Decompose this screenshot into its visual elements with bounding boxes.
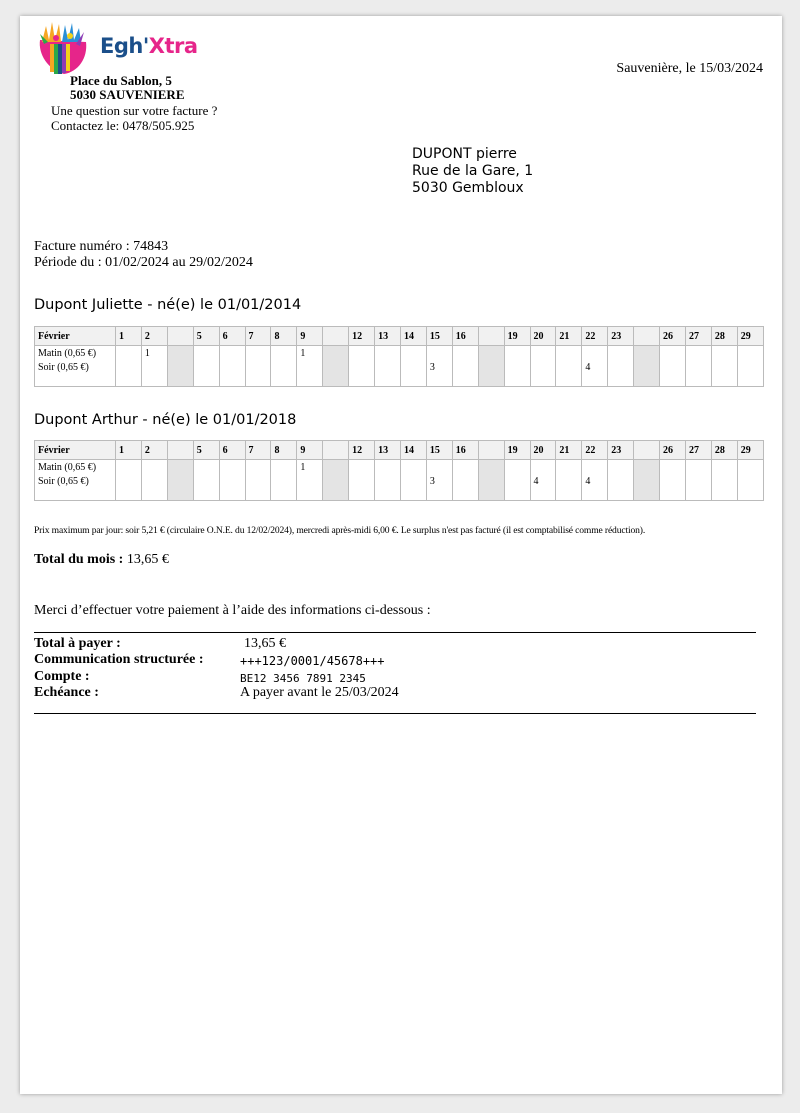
evening-count [715,476,734,488]
recipient-city: 5030 Gembloux [412,180,524,196]
morning-count [741,460,760,476]
evening-count [456,362,475,374]
morning-count [171,346,190,362]
day-header-cell: 15 [426,327,452,346]
day-cell [685,460,711,501]
day-header-cell: 13 [375,441,401,460]
child-title: Dupont Juliette - né(e) le 01/01/2014 [34,297,302,313]
day-cell [426,460,452,501]
morning-count [223,346,242,362]
morning-count [689,346,708,362]
day-header-cell: 22 [582,327,608,346]
day-cell [504,346,530,387]
day-cell [426,346,452,387]
row-labels-cell [35,460,116,501]
payment-label: Compte : [34,669,90,684]
recipient-name: DUPONT pierre [412,146,517,162]
evening-label: Soir (0,65 €) [38,476,89,487]
evening-count [171,362,190,374]
table-row [35,346,764,387]
morning-count [145,460,164,476]
day-header-cell: 27 [685,441,711,460]
morning-count [585,346,604,362]
morning-count [482,460,501,476]
day-header-cell: 28 [711,441,737,460]
morning-count [585,460,604,476]
day-cell [297,460,323,501]
day-header-cell: 12 [349,441,375,460]
morning-count [352,346,371,362]
morning-count [119,346,138,362]
morning-count [326,460,345,476]
table-header-row [35,441,764,460]
morning-count [404,346,423,362]
payment-label: Echéance : [34,685,99,700]
day-cell [297,346,323,387]
morning-count [559,460,578,476]
month-total-value: 13,65 € [126,552,169,567]
morning-count [559,346,578,362]
day-cell [530,346,556,387]
evening-count [508,476,527,488]
day-cell [375,460,401,501]
day-cell [349,346,375,387]
sender-city: 5030 SAUVENIERE [70,87,185,102]
day-header-cell: 13 [375,327,401,346]
table-header-row [35,327,764,346]
morning-count [249,460,268,476]
morning-count [663,460,682,476]
weekend-header-cell [167,327,193,346]
payment-value: +++123/0001/45678+++ [240,654,385,668]
day-header-cell: 21 [556,441,582,460]
attendance-table [34,326,764,387]
brand-wordmark [100,34,198,58]
sender-question: Une question sur votre facture ? [51,103,218,118]
morning-count [689,460,708,476]
morning-count [274,346,293,362]
recipient-street: Rue de la Gare, 1 [412,163,534,179]
evening-count [611,362,630,374]
evening-count [378,476,397,488]
morning-count [197,346,216,362]
day-cell [504,460,530,501]
day-cell [349,460,375,501]
weekend-header-cell [323,327,349,346]
brand-name-part2: Xtra [148,34,198,58]
divider-top [34,632,756,633]
evening-count: 4 [585,476,591,487]
table-row [35,460,764,501]
morning-count [456,460,475,476]
day-header-cell: 2 [141,327,167,346]
day-cell [582,346,608,387]
weekend-cell [323,346,349,387]
row-labels-cell [35,346,116,387]
day-cell [582,460,608,501]
morning-count [352,460,371,476]
day-cell [271,460,297,501]
morning-count [611,346,630,362]
day-header-cell: 19 [504,327,530,346]
evening-count [249,362,268,374]
day-cell [608,460,634,501]
evening-count [119,476,138,488]
day-cell [556,460,582,501]
weekend-cell [634,460,660,501]
payment-value: 13,65 € [244,636,286,651]
weekend-header-cell [478,327,504,346]
day-cell [141,346,167,387]
evening-count [300,476,319,488]
morning-label: Matin (0,65 €) [38,462,97,473]
price-note: Prix maximum par jour: soir 5,21 € (circulaire O.N.E. du 12/02/2024), mercredi après-midi 6,00 €. Le surplus n'est pas facturé (il est comptabilisé comme réduction). [34,525,646,536]
day-cell [711,346,737,387]
day-cell [219,460,245,501]
day-cell [400,346,426,387]
evening-count [274,476,293,488]
evening-count [249,476,268,488]
month-header: Février [35,327,116,346]
morning-count [482,346,501,362]
evening-count [223,362,242,374]
evening-count [741,362,760,374]
brand-name-part1: Egh' [100,34,149,58]
evening-count [145,362,164,374]
day-header-cell: 9 [297,441,323,460]
day-cell [400,460,426,501]
evening-count [559,476,578,488]
day-header-cell: 29 [737,327,763,346]
invoice-page [20,16,782,1094]
payment-row [34,669,634,685]
morning-label: Matin (0,65 €) [38,348,97,359]
day-cell [193,346,219,387]
evening-count: 4 [533,476,539,487]
evening-count [197,362,216,374]
morning-count [715,346,734,362]
evening-count [741,476,760,488]
morning-count [534,460,553,476]
morning-count [611,460,630,476]
month-total [34,552,169,568]
day-header-cell: 8 [271,327,297,346]
day-header-cell: 6 [219,327,245,346]
evening-count [689,476,708,488]
invoice-period: Période du : 01/02/2024 au 29/02/2024 [34,255,253,270]
morning-count [534,346,553,362]
weekend-cell [323,460,349,501]
payment-row [34,636,634,652]
evening-count [274,362,293,374]
day-header-cell: 5 [193,441,219,460]
evening-count [326,362,345,374]
morning-count [171,460,190,476]
invoice-number: Facture numéro : 74843 [34,239,169,254]
day-cell [711,460,737,501]
day-cell [141,460,167,501]
day-cell [685,346,711,387]
day-header-cell: 14 [400,441,426,460]
sender-block [70,74,185,102]
evening-count: 3 [429,476,435,487]
evening-count [508,362,527,374]
weekend-header-cell [167,441,193,460]
day-cell [737,346,763,387]
evening-count [404,362,423,374]
day-header-cell: 9 [297,327,323,346]
morning-count: 1 [144,348,150,359]
morning-count [274,460,293,476]
morning-count [430,460,449,476]
day-cell [245,460,271,501]
evening-count [352,362,371,374]
morning-count [378,346,397,362]
sender-contact: Contactez le: 0478/505.925 [51,118,195,133]
day-header-cell: 14 [400,327,426,346]
evening-count: 3 [429,362,435,373]
day-header-cell: 22 [582,441,608,460]
weekend-header-cell [634,327,660,346]
child-title: Dupont Arthur - né(e) le 01/01/2018 [34,412,297,428]
day-cell [375,346,401,387]
evening-count [663,362,682,374]
payment-value: BE12 3456 7891 2345 [240,672,366,685]
morning-count [404,460,423,476]
day-header-cell: 26 [660,441,686,460]
morning-count [637,346,656,362]
morning-count [223,460,242,476]
evening-count [197,476,216,488]
morning-count [119,460,138,476]
evening-count [482,476,501,488]
payment-value: A payer avant le 25/03/2024 [240,685,399,700]
day-header-cell: 29 [737,441,763,460]
day-header-cell: 21 [556,327,582,346]
evening-count [404,476,423,488]
weekend-header-cell [478,441,504,460]
day-cell [116,346,142,387]
day-cell [608,346,634,387]
morning-count [456,346,475,362]
weekend-cell [167,460,193,501]
evening-count [637,476,656,488]
day-header-cell: 1 [116,327,142,346]
morning-count [637,460,656,476]
day-header-cell: 8 [271,441,297,460]
evening-label: Soir (0,65 €) [38,362,89,373]
day-header-cell: 20 [530,327,556,346]
evening-count [663,476,682,488]
day-header-cell: 6 [219,441,245,460]
evening-count [689,362,708,374]
day-cell [530,460,556,501]
evening-count [352,476,371,488]
morning-count [249,346,268,362]
morning-count [197,460,216,476]
month-total-label: Total du mois : [34,552,124,567]
day-header-cell: 7 [245,441,271,460]
day-cell [193,460,219,501]
day-cell [245,346,271,387]
morning-count [326,346,345,362]
day-header-cell: 7 [245,327,271,346]
evening-count [171,476,190,488]
weekend-cell [478,346,504,387]
payment-instructions: Merci d’effectuer votre paiement à l’aide des informations ci-dessous : [34,603,431,618]
day-header-cell: 26 [660,327,686,346]
day-cell [660,460,686,501]
morning-count [508,346,527,362]
day-header-cell: 28 [711,327,737,346]
evening-count [637,362,656,374]
morning-count [508,460,527,476]
weekend-cell [167,346,193,387]
day-header-cell: 15 [426,441,452,460]
sender-street: Place du Sablon, 5 [70,73,172,88]
hands-logo-icon [34,20,90,76]
recipient-address [412,146,533,197]
morning-count [378,460,397,476]
morning-count [430,346,449,362]
evening-count [715,362,734,374]
day-cell [660,346,686,387]
evening-count [145,476,164,488]
evening-count [326,476,345,488]
invoice-info [34,239,253,271]
evening-count [559,362,578,374]
day-cell [737,460,763,501]
day-header-cell: 2 [141,441,167,460]
weekend-cell [478,460,504,501]
day-header-cell: 19 [504,441,530,460]
evening-count: 4 [585,362,591,373]
morning-count: 1 [300,348,306,359]
day-header-cell: 5 [193,327,219,346]
day-cell [219,346,245,387]
morning-count [741,346,760,362]
evening-count [378,362,397,374]
divider-bottom [34,713,756,714]
day-cell [452,346,478,387]
day-header-cell: 23 [608,441,634,460]
evening-count [300,362,319,374]
payment-label: Communication structurée : [34,652,204,667]
evening-count [482,362,501,374]
day-header-cell: 27 [685,327,711,346]
morning-count [715,460,734,476]
month-header: Février [35,441,116,460]
payment-row [34,685,634,701]
day-header-cell: 20 [530,441,556,460]
day-header-cell: 12 [349,327,375,346]
day-header-cell: 1 [116,441,142,460]
attendance-table [34,440,764,501]
weekend-header-cell [323,441,349,460]
day-header-cell: 16 [452,441,478,460]
weekend-header-cell [634,441,660,460]
morning-count: 1 [300,462,306,473]
evening-count [456,476,475,488]
day-header-cell: 23 [608,327,634,346]
day-cell [452,460,478,501]
evening-count [534,362,553,374]
day-header-cell: 16 [452,327,478,346]
day-cell [116,460,142,501]
weekend-cell [634,346,660,387]
evening-count [611,476,630,488]
payment-label: Total à payer : [34,636,121,651]
day-cell [556,346,582,387]
evening-count [223,476,242,488]
invoice-date: Sauvenière, le 15/03/2024 [616,61,763,76]
payment-row [34,652,634,668]
evening-count [119,362,138,374]
day-cell [271,346,297,387]
morning-count [663,346,682,362]
